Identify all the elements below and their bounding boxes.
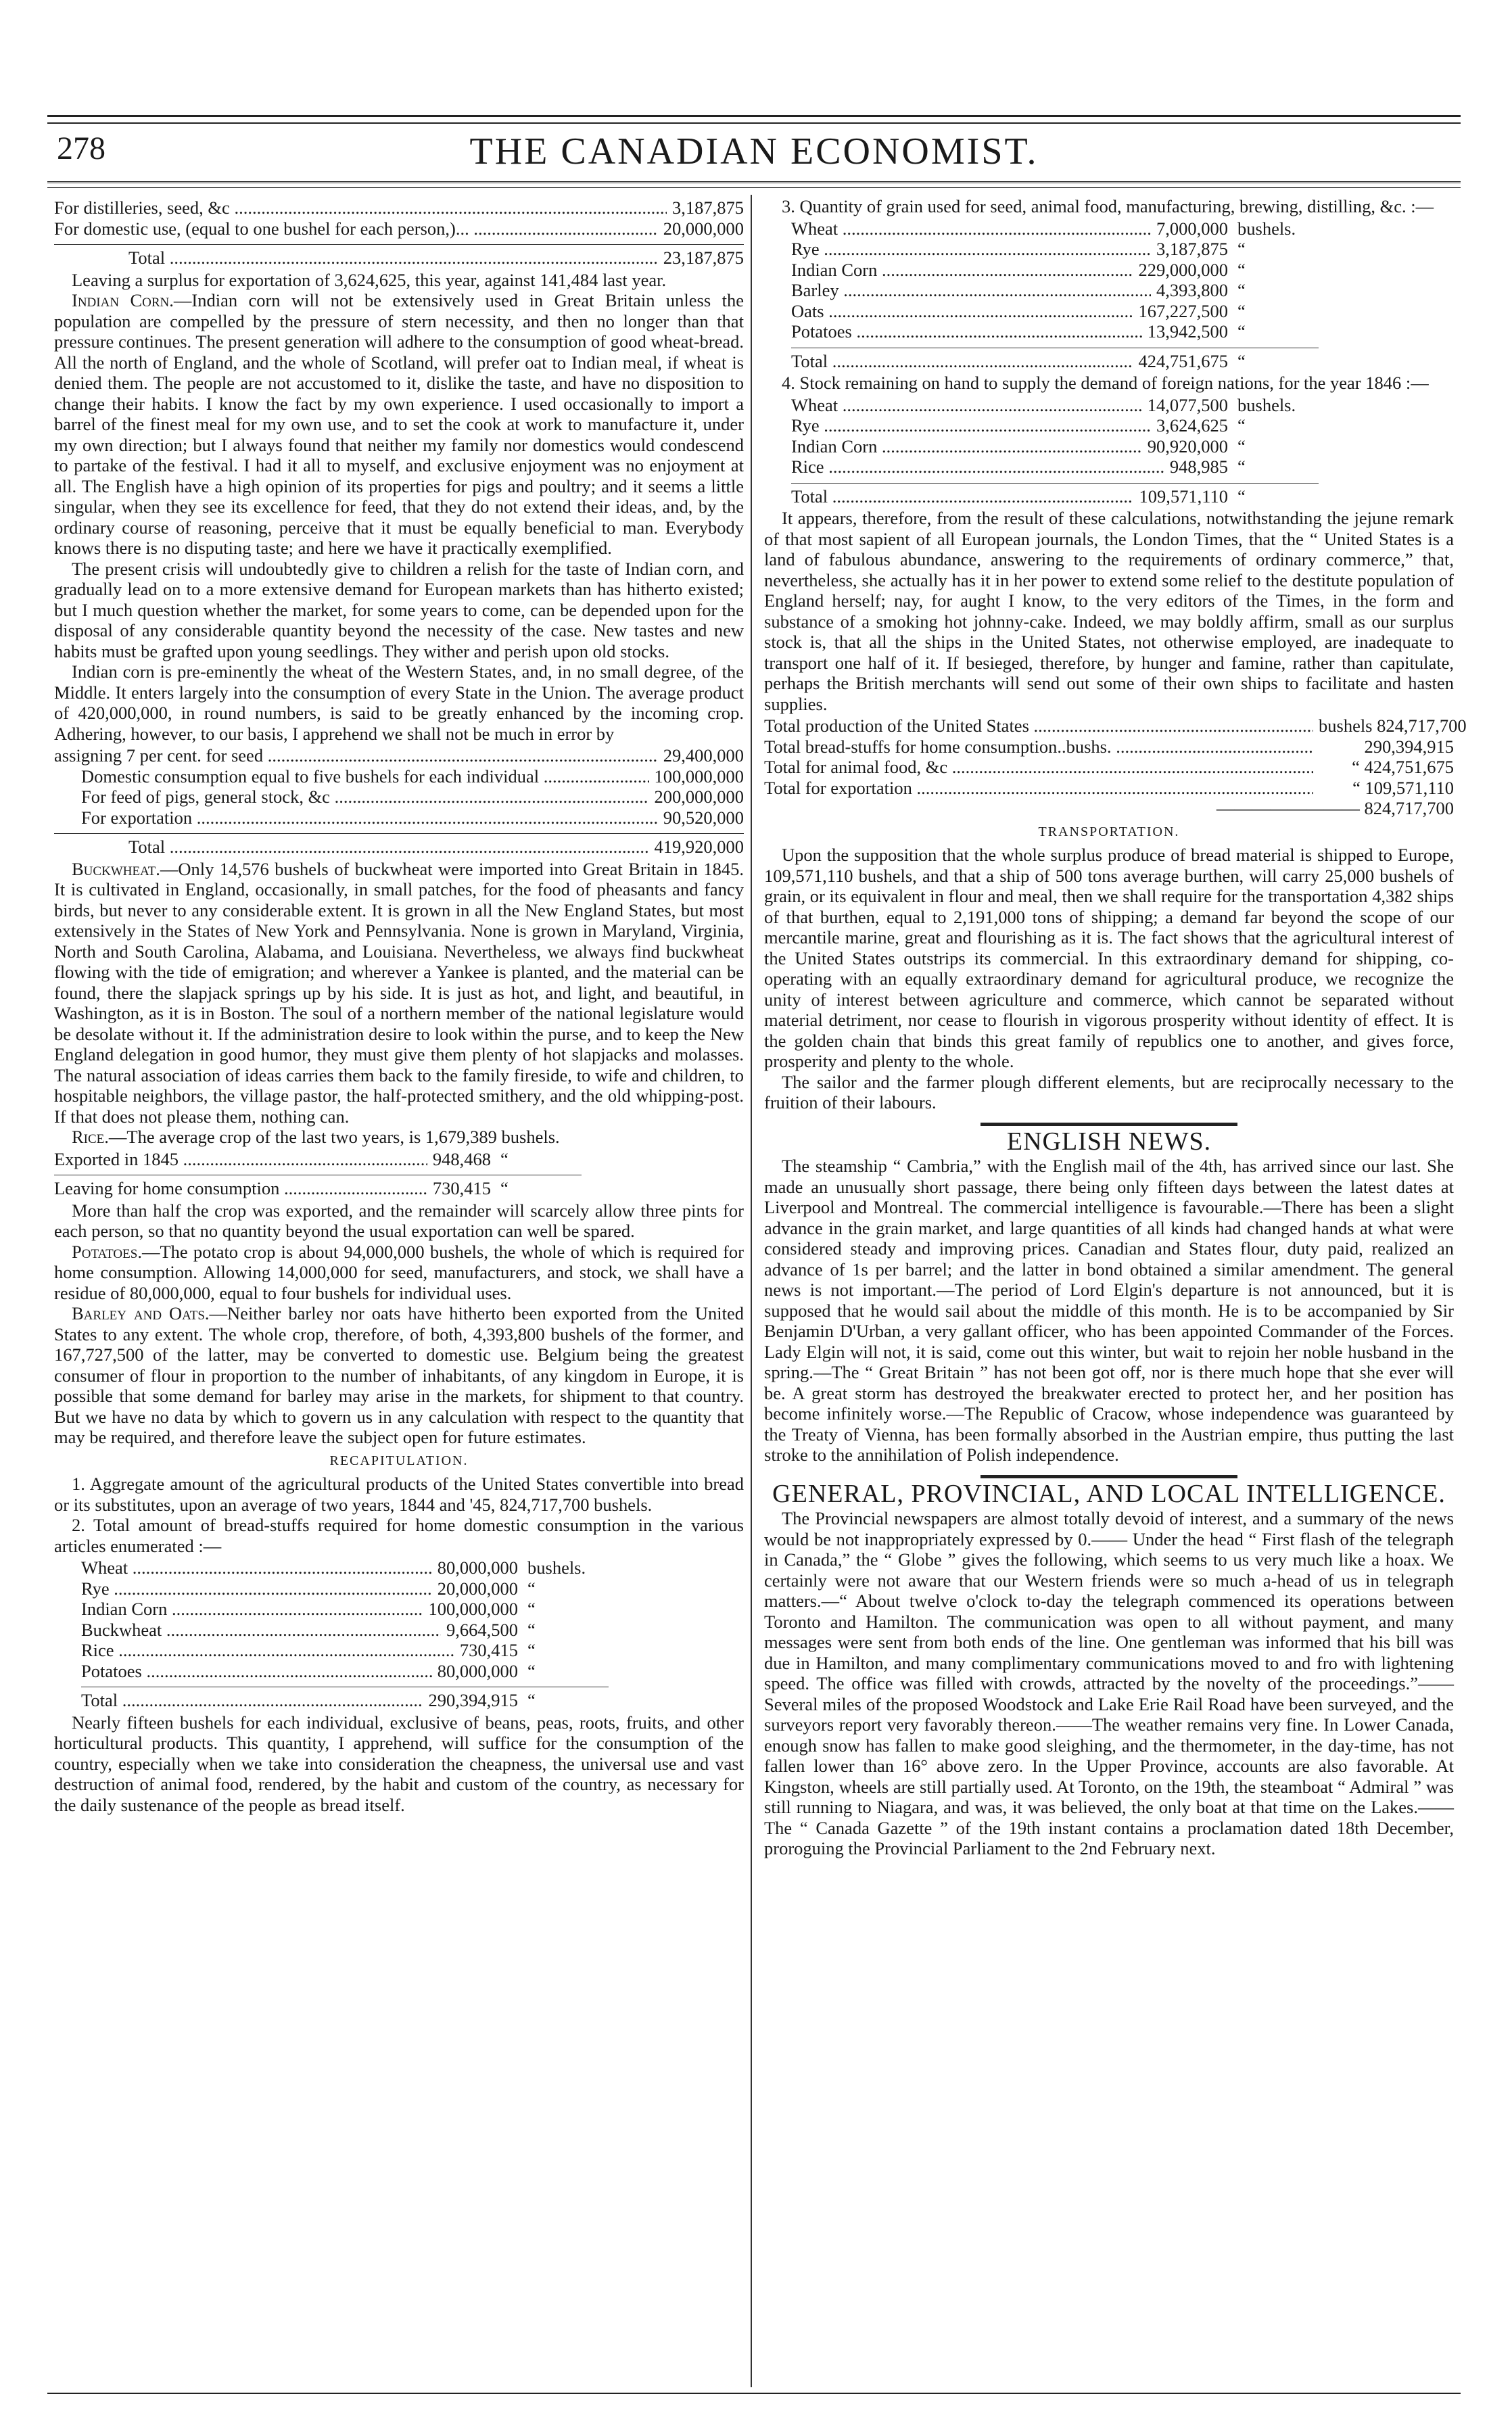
table-row: Exported in 1845 ..... 948,468 “ [54, 1149, 582, 1170]
summary-total: ———————— 824,717,700 [1216, 798, 1454, 818]
paragraph: Leaving a surplus for exportation of 3,624,625, this year, against 141,484 last year. [72, 269, 667, 290]
paragraph-barley: Barley and Oats.—Neither barley nor oats have hitherto been exported from the United States to any extent. The whole crop, therefore, of both, 4,393,800 bushels of the former, and 167,727,500 of the latter, may be converted to domestic use. Belgium being the greatest consumer of flour in proportion to the number of inhabitants, of any kingdom in Europe, it is possible that some demand for barley may arise in the markets, for shipment to that country. But we have no data by which to govern us in any calculation with respect to the quantity that may be required, and therefore leave the subject open for future estimates. [54, 1303, 745, 1447]
paragraph: 4. Stock remaining on hand to supply the demand of foreign nations, for the year 1846 :— [782, 373, 1429, 393]
transportation-heading: TRANSPORTATION. [1038, 824, 1180, 839]
general-intelligence-title: GENERAL, PROVINCIAL, AND LOCAL INTELLIGENCE. [772, 1479, 1446, 1508]
newspaper-page [47, 115, 1467, 2394]
paragraph: More than half the crop was exported, and the remainder will scarcely allow three pints for each person, so that no quantity beyond the usual exportation can well be spared. [54, 1200, 744, 1241]
column-divider [751, 195, 752, 2387]
table-row: Total bread-stuffs for home consumption..bushs. ..... 290,394,915 [764, 736, 1454, 757]
paragraph: 1. Aggregate amount of the agricultural products of the United States convertible into bread or its substitutes, upon an average of two years, 1844 and '45, 824,717,700 bushels. [54, 1474, 744, 1515]
table-row: Potatoes ..... 80,000,000 “ [81, 1661, 609, 1682]
right-column [764, 196, 1467, 1859]
recapitulation-heading: RECAPITULATION. [329, 1453, 469, 1468]
paragraph-rice: Rice.—The average crop of the last two years, is 1,679,389 bushels. [72, 1127, 560, 1147]
wheat-use-table [54, 197, 744, 268]
paragraph: The Provincial newspapers are almost totally devoid of interest, and a summary of the news would be not inappropriately expressed by 0.—— Under the head “ First flash of the telegraph in Canada,” the “ Globe ” gives the following, which seems to us very much like a hoax. We certainly were not aware that our Western friends were so much a-head of us in telegraph matters.—“ About twelve o'clock to-day the telegraph commenced its operations between Toronto and Hamilton. The communication was open to all without payment, and many messages were sent from both ends of the line. One gentleman was informed that his bill was due in Hamilton, and many complimentary communications moved to and fro with lightening speed. The office was filled with crowds, attracted by the novelty of the proceedings.”——Several miles of the proposed Woodstock and Lake Erie Rail Road have been surveyed, and the surveyors report very favorably thereon.——The weather remains very fine. In Lower Canada, enough snow has fallen to make good sleighing, and the thermometer, in the day-time, has not fallen lower than 16° above zero. In the Upper Province, accounts are also favorable. At Kingston, wheels are still partially used. At Toronto, on the 19th, the steamboat “ Admiral ” was still running to Niagara, and was, it was believed, the only boat at that time on the Lakes.—— The “ Canada Gazette ” of the 19th instant contains a proclamation dated 18th December, proroguing the Provincial Parliament to the 2nd February next. [764, 1508, 1454, 1858]
left-column [54, 196, 744, 1815]
english-news-title: ENGLISH NEWS. [1006, 1127, 1212, 1156]
paragraph-indian-corn: Indian Corn.—Indian corn will not be extensively used in Great Britain unless the population are compelled by the pressure of stern necessity, and then no longer than that pressure continues. The present generation will adhere to the consumption of good wheat-bread. All the north of England, and the whole of Scotland, will prefer oat to Indian meal, if wheat is denied them. The people are not accustomed to it, dislike the taste, and have no disposition to change their habits. I know the fact by my own experience. I used occasionally to import a barrel of the finest meal for my own use, and to set the cook at work to manufacture it, under my own direction; but I always found that neither my family nor domestics would condescend to partake of the festival. I had it all to myself, and exclusive enjoyment was no enjoyment at all. The English have a high opinion of its properties for pigs and poultry; and it seems a little singular, when they see its excellence for feed, that they do not extend their ideas, and, by the ordinary course of reasoning, perceive that it must be equally beneficial to man. Everybody knows there is no disputing taste; and here we have it practically exemplified. [54, 290, 744, 558]
section-head: Buckwheat. [72, 858, 160, 879]
table-row: assigning 7 per cent. for seed ..... 29,400,000 [54, 745, 744, 766]
table-row: Wheat ..... 14,077,500 bushels. [791, 395, 1319, 416]
table-row: For exportation ..... 90,520,000 [54, 807, 744, 828]
table-row: Rye ..... 3,187,875 “ [791, 239, 1319, 260]
table-row: Indian Corn ..... 100,000,000 “ [81, 1599, 609, 1620]
table-row: Wheat ..... 7,000,000 bushels. [791, 218, 1319, 239]
table-row: Rice ..... 948,985 “ [791, 456, 1319, 477]
table-row: Total production of the United States ..... bushels 824,717,700 [764, 715, 1454, 736]
table-total: Total ..... 424,751,675 “ [791, 348, 1319, 372]
table-row: Total for animal food, &c ..... “ 424,751,675 [764, 757, 1454, 778]
paragraph-buckwheat: Buckwheat.—Only 14,576 bushels of buckwheat were imported into Great Britain in 1845. It is cultivated in England, occasionally, in small patches, for the food of pheasants and fancy birds, but never to any considerable extent. It is grown in all the New England States, but most extensively in the States of New York and Pennsylvania. None is grown in Maryland, Virginia, North and South Carolina, Alabama, and Louisiana. Nevertheless, we always find buckwheat flowing with the tide of emigration; and wherever a Yankee is planted, and the material can be found, there the slapjack springs up by his side. It is just as hot, and light, and beautiful, in Washington, as it is in Boston. The soul of a northern member of the national legislature would be desolate without it. If the administration desire to look within the purse, and to keep the New England delegation in good humor, they must give them plenty of hot slapjacks and molasses. The natural association of ideas carries them back to the family fireside, to wife and children, to hospitable neighbors, the village pastor, the half-protected smithery, and the old whipping-post. If that does not please them, nothing can. [54, 858, 744, 1127]
masthead-title: THE CANADIAN ECONOMIST. [469, 131, 1039, 172]
corn-table [54, 745, 744, 858]
section-rule [981, 1475, 1237, 1478]
table-total: Total ..... 419,920,000 [54, 833, 744, 858]
table-row: Rye ..... 20,000,000 “ [81, 1578, 609, 1599]
paragraph: It appears, therefore, from the result of these calculations, notwithstanding the jejune remark of that most sapient of all European journals, the London Times, that the “ United States is a land of fabulous abundance, answering to the requirements of ordinary commerce,” that, nevertheless, she actually has it in her power to extend some relief to the destitute population of England herself; nay, for aught I know, to the very editors of the Times, in the form and substance of a smoking hot johnny-cake. Indeed, we may boldly affirm, small as our surplus stock is, that all the ships in the United States, not otherwise employed, are inadequate to transport one half of it. If besieged, therefore, by hunger and famine, rather than capitulate, perhaps the British merchants will send out some of their own ships to facilitate and hasten supplies. [764, 508, 1454, 714]
page-number: 278 [57, 131, 105, 166]
paragraph: The steamship “ Cambria,” with the English mail of the 4th, has arrived since our last. She made an unusually short passage, there being only fifteen days between the latest dates at Liverpool and Montreal. The commercial intelligence is favourable.—There has been a slight advance in the grain market, and large quantities of all kinds had changed hands at what were considered steady and improving prices. Canadian and States flour, duty paid, realized an advance of 1s per barrel; and the latter in bond obtained a similar amendment. The general news is not important.—The period of Lord Elgin's departure is not announced, but it is supposed that he would sail about the middle of this month. He is to be accompanied by Sir Benjamin D'Urban, a very gallant officer, who has been appointed Commander of the Forces. Lady Elgin will not, it is said, come out this winter, but wait to rejoin her noble husband in the spring.—The “ Great Britain ” has not been got off, nor is there much hope that she ever will be. A great storm has destroyed the breakwater erected to protect her, and her position has become infinitely worse.—The Republic of Cracow, whose independence was guaranteed by the Treaty of Vienna, has been formally absorbed in the Austrian empire, thus putting the last stroke to the annihilation of Polish independence. [764, 1156, 1454, 1465]
table-row: Oats ..... 167,227,500 “ [791, 301, 1319, 322]
paragraph: 3. Quantity of grain used for seed, animal food, manufacturing, brewing, distilling, &c. :— [782, 196, 1434, 216]
header-rule [47, 181, 1461, 188]
table-row: Indian Corn ..... 90,920,000 “ [791, 436, 1319, 457]
table-total: Total ..... 109,571,110 “ [791, 483, 1319, 507]
recap-table [54, 1557, 609, 1711]
seed-table [764, 218, 1319, 372]
paragraph: The sailor and the farmer plough different elements, but are reciprocally necessary to the fruition of their labours. [764, 1071, 1454, 1112]
table-row: Rice ..... 730,415 “ [81, 1640, 609, 1661]
table-row: For feed of pigs, general stock, &c ..... 200,000,000 [54, 787, 744, 807]
section-head: Indian Corn. [72, 290, 174, 310]
table-row: For distilleries, seed, &c ..... 3,187,875 [54, 197, 744, 218]
table-row: Rye ..... 3,624,625 “ [791, 415, 1319, 436]
top-rule [47, 115, 1461, 124]
paragraph: 2. Total amount of bread-stuffs required for home domestic consumption in the various articles enumerated :— [54, 1515, 744, 1556]
section-head: Potatoes. [72, 1241, 142, 1262]
table-total: Total ..... 23,187,875 [54, 244, 744, 268]
table-row: Potatoes ..... 13,942,500 “ [791, 321, 1319, 342]
page-header [47, 130, 1461, 177]
table-row: Barley ..... 4,393,800 “ [791, 280, 1319, 301]
stock-table [764, 395, 1319, 507]
paragraph: Indian corn is pre-eminently the wheat of the Western States, and, in no small degree, of the Middle. It enters largely into the consumption of every State in the Union. The average product of 420,000,000, in round numbers, is said to be greatly enhanced by the incoming crop. Adhering, however, to our basis, I apprehend we shall not be much in error by [54, 661, 744, 744]
table-row: Wheat ..... 80,000,000 bushels. [81, 1557, 609, 1578]
table-row: Total for exportation ..... “ 109,571,110 [764, 778, 1454, 799]
bottom-rule [47, 2393, 1461, 2394]
summary-table [764, 715, 1467, 819]
paragraph: Upon the supposition that the whole surplus produce of bread material is shipped to Europe, 109,571,110 bushels, and that a ship of 500 tons average burthen, will carry 25,000 bushels of grain, or its equivalent in flour and meal, then we shall require for the transportation 4,382 ships of that burthen, equal to 2,191,000 tons of shipping; a demand far beyond the scope of our mercantile marine, great and flourishing as it is. The fact shows that the agricultural interest of the United States outstrips its commercial. In this extraordinary demand for shipping, co-operating with an equally extraordinary demand for agricultural produce, we recognize the unity of interest between agriculture and commerce, which cannot be separated without material detriment, nor cease to flourish in vigorous prosperity without identity of effect. It is the golden chain that binds this great family of republics one to another, and gives force, prosperity and plenty to the whole. [764, 845, 1454, 1071]
table-total: Leaving for home consumption ..... 730,415 “ [54, 1175, 582, 1199]
section-head: Rice. [72, 1127, 109, 1147]
table-row: Domestic consumption equal to five bushels for each individual ..... 100,000,000 [54, 766, 744, 787]
paragraph: Nearly fifteen bushels for each individual, exclusive of beans, peas, roots, fruits, and other horticultural products. This quantity, I apprehend, will suffice for the consumption of the country, especially when we take into consideration the cheapness, the universal use and vast destruction of animal food, rendered, by the habit and custom of the country, as necessary for the daily sustenance of the people as bread itself. [54, 1712, 744, 1815]
section-head: Barley and Oats. [72, 1303, 210, 1323]
table-row: Buckwheat ..... 9,664,500 “ [81, 1620, 609, 1641]
table-total: Total ..... 290,394,915 “ [81, 1687, 609, 1711]
rice-table [54, 1149, 582, 1199]
section-rule [981, 1123, 1237, 1126]
table-row: Indian Corn ..... 229,000,000 “ [791, 260, 1319, 281]
paragraph-potatoes: Potatoes.—The potato crop is about 94,000,000 bushels, the whole of which is required for home consumption. Allowing 14,000,000 for seed, manufacturers, and stock, we shall have a residue of 80,000,000, equal to four bushels for individual uses. [54, 1241, 744, 1303]
paragraph: The present crisis will undoubtedly give to children a relish for the taste of Indian corn, and gradually lead on to a more extensive demand for European markets than has hitherto existed; but I much question whether the market, for some years to come, can be depended upon for the disposal of any considerable quantity beyond the necessity of the case. New tastes and new habits must be grafted upon young seedlings. They wither and perish upon old stocks. [54, 558, 744, 661]
table-row: For domestic use, (equal to one bushel for each person,)... ..... 20,000,000 [54, 218, 744, 239]
